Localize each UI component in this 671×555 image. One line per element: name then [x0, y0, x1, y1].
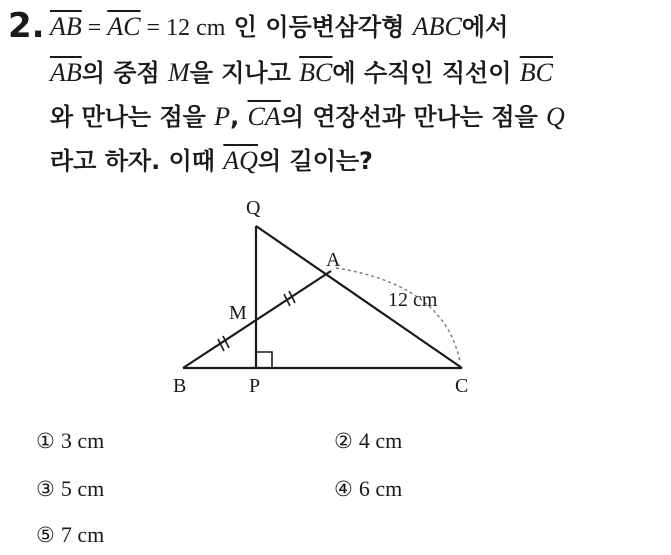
label-b: B [173, 375, 187, 397]
question-text: 의 길이는? [257, 147, 373, 175]
choice-value: 6 cm [358, 476, 403, 501]
question-text: , [230, 103, 248, 131]
choice-mark: ④ [334, 477, 353, 501]
segment-ca: $\overline{CA}$ [247, 102, 281, 131]
choice-3[interactable] [36, 476, 104, 502]
triangle-figure [160, 192, 500, 407]
question-text: 인 이등변삼각형 [225, 13, 413, 41]
length-label: 12 cm [388, 289, 438, 311]
question-text: 의 중점 [81, 59, 169, 87]
segment-ab: $\overline{AB}$ [50, 58, 82, 87]
question-line-3 [50, 104, 565, 130]
label-q: Q [246, 197, 261, 219]
choice-mark: ① [36, 429, 55, 453]
question-line-4 [50, 148, 373, 174]
choice-1[interactable] [36, 428, 104, 454]
choice-mark: ② [334, 429, 353, 453]
point-q: Q [546, 102, 565, 131]
length-unit: cm [190, 15, 226, 41]
choice-2[interactable] [334, 428, 402, 454]
question-text: 에 수직인 직선이 [332, 59, 520, 87]
segment-ab: $\overline{AB}$ [50, 12, 82, 41]
question-text: 의 연장선과 만나는 점을 [280, 103, 547, 131]
question-text: 에서 [461, 13, 509, 41]
length-arc [336, 268, 460, 362]
right-angle-mark [256, 352, 272, 368]
segment-ac: $\overline{AC}$ [107, 12, 141, 41]
question-text: 라고 하자. 이때 [50, 147, 224, 175]
choice-value: 5 cm [60, 476, 105, 501]
choice-mark: ③ [36, 477, 55, 501]
segment-aq: $\overline{AQ}$ [223, 146, 258, 175]
label-m: M [229, 302, 247, 324]
choice-mark: ⑤ [36, 523, 55, 547]
point-p: P [214, 102, 231, 131]
choice-value: 7 cm [60, 522, 105, 547]
choice-4[interactable] [334, 476, 402, 502]
equals-sign: = [81, 15, 108, 41]
question-text: 와 만나는 점을 [50, 103, 215, 131]
question-number: 2. [8, 6, 45, 46]
choice-5[interactable] [36, 522, 104, 548]
choice-value: 4 cm [358, 428, 403, 453]
point-m: M [168, 58, 190, 87]
triangle-abc: ABC [412, 12, 462, 41]
segment-bc: $\overline{BC}$ [519, 58, 553, 87]
length-value: = 12 [140, 15, 191, 41]
label-p: P [249, 375, 261, 397]
choice-value: 3 cm [60, 428, 105, 453]
question-line-1 [50, 14, 508, 40]
label-c: C [455, 375, 469, 397]
label-a: A [326, 249, 341, 271]
question-line-2 [50, 60, 553, 86]
question-text: 을 지나고 [189, 59, 300, 87]
segment-bc: $\overline{BC}$ [299, 58, 333, 87]
